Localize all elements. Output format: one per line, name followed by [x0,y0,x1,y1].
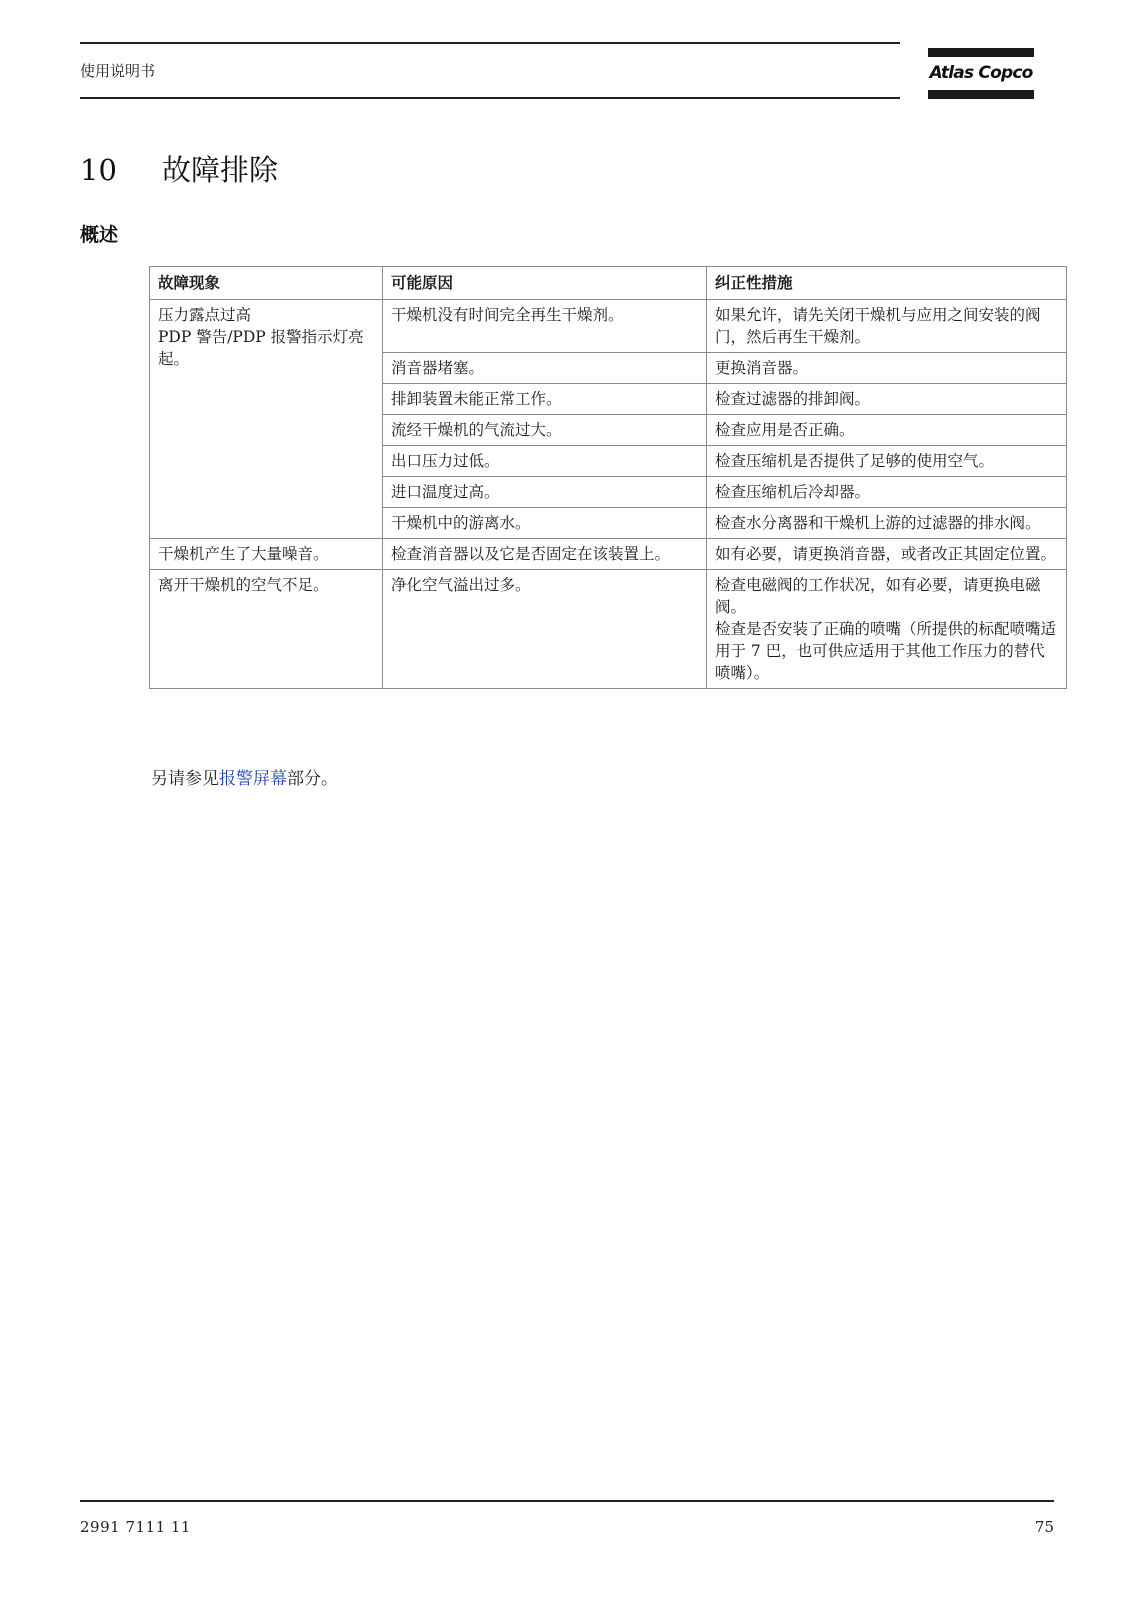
remedy-line: 检查电磁阀的工作状况，如有必要，请更换电磁阀。 [715,576,1041,616]
header-bottom-rule [80,97,900,99]
remedy-cell [707,508,1067,539]
remedy-line: 如有必要，请更换消音器，或者改正其固定位置。 [715,545,1057,563]
header-symptom: 故障现象 [150,267,383,300]
cause-cell: 检查消音器以及它是否固定在该装置上。 [383,539,707,570]
note-suffix: 部分。 [287,769,338,789]
section-title: 概述 [80,224,119,246]
cause-cell: 净化空气溢出过多。 [383,570,707,689]
page-number: 75 [1034,1518,1054,1536]
cause-cell: 进口温度过高。 [383,477,707,508]
header-top-rule [80,42,900,44]
table-row [150,300,1067,353]
symptom-line: PDP 警告/PDP 报警指示灯亮起。 [158,328,364,368]
remedy-line: 检查压缩机后冷却器。 [715,483,871,501]
see-also-note [151,764,338,789]
logo-bottom-bar [928,90,1034,99]
document-title: 使用说明书 [80,62,156,80]
table-row [150,570,1067,689]
footer-rule [80,1500,1054,1502]
table-body [150,300,1067,689]
remedy-cell [707,384,1067,415]
remedy-line: 如果允许，请先关闭干燥机与应用之间安装的阀门，然后再生干燥剂。 [715,306,1041,346]
troubleshooting-table [149,266,1067,689]
cause-cell: 出口压力过低。 [383,446,707,477]
remedy-line: 更换消音器。 [715,359,809,377]
alarm-screen-link[interactable]: 报警屏幕 [219,769,287,789]
note-prefix: 另请参见 [151,769,219,789]
header-cause: 可能原因 [383,267,707,300]
header-remedy: 纠正性措施 [707,267,1067,300]
logo-wordmark: Atlas Copco [929,63,1033,83]
cause-cell: 干燥机中的游离水。 [383,508,707,539]
remedy-line: 检查压缩机是否提供了足够的使用空气。 [715,452,995,470]
remedy-line: 检查水分离器和干燥机上游的过滤器的排水阀。 [715,514,1041,532]
cause-cell: 干燥机没有时间完全再生干燥剂。 [383,300,707,353]
symptom-cell [150,570,383,689]
remedy-line: 检查是否安装了正确的喷嘴（所提供的标配喷嘴适用于 7 巴，也可供应适用于其他工作压力的替代喷嘴）。 [715,620,1057,682]
document-number: 2991 7111 11 [80,1518,191,1536]
chapter-number: 10 [80,153,117,187]
logo-top-bar [928,48,1034,57]
symptom-line: 干燥机产生了大量噪音。 [158,545,329,563]
table-row [150,539,1067,570]
remedy-cell [707,477,1067,508]
remedy-cell [707,539,1067,570]
chapter-heading [80,148,278,189]
symptom-cell [150,539,383,570]
remedy-cell [707,300,1067,353]
atlas-copco-logo [928,48,1034,100]
remedy-line: 检查过滤器的排卸阀。 [715,390,871,408]
table-header-row [150,267,1067,300]
symptom-cell [150,300,383,539]
cause-cell: 排卸装置未能正常工作。 [383,384,707,415]
remedy-cell [707,353,1067,384]
cause-cell: 流经干燥机的气流过大。 [383,415,707,446]
symptom-line: 压力露点过高 [158,306,252,324]
remedy-cell [707,570,1067,689]
remedy-line: 检查应用是否正确。 [715,421,855,439]
chapter-title: 故障排除 [162,153,279,187]
symptom-line: 离开干燥机的空气不足。 [158,576,329,594]
cause-cell: 消音器堵塞。 [383,353,707,384]
remedy-cell [707,446,1067,477]
remedy-cell [707,415,1067,446]
